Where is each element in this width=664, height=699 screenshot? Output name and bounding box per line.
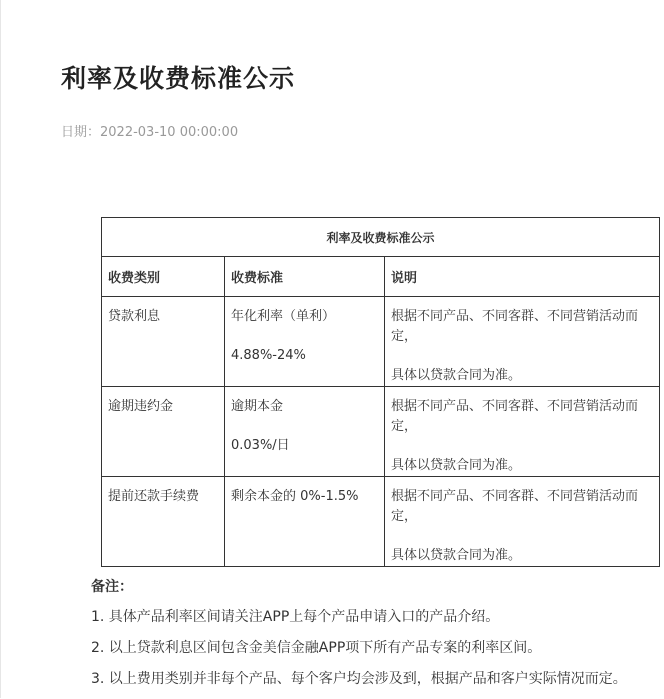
row-category xyxy=(102,297,225,387)
row-category xyxy=(102,387,225,477)
row-standard-line2: 4.88%-24% xyxy=(231,348,306,363)
note-item: 3. 以上费用类别并非每个产品、每个客户均会涉及到，根据产品和客户实际情况而定。 xyxy=(91,671,627,687)
row-standard-line1: 逾期本金 xyxy=(231,399,284,414)
row-note xyxy=(385,477,660,567)
table-row xyxy=(102,477,660,567)
table-caption: 利率及收费标准公示 xyxy=(102,218,660,257)
row-category xyxy=(102,477,225,567)
row-category-text: 贷款利息 xyxy=(108,309,161,324)
page-title: 利率及收费标准公示 xyxy=(61,64,296,93)
note-item: 2. 以上贷款利息区间包含金美信金融APP项下所有产品专案的利率区间。 xyxy=(91,640,542,656)
row-standard xyxy=(225,387,385,477)
header-note: 说明 xyxy=(385,257,660,297)
row-category-text: 逾期违约金 xyxy=(108,399,174,414)
row-standard xyxy=(225,477,385,567)
row-note-line2: 具体以贷款合同为准。 xyxy=(391,548,522,563)
row-standard xyxy=(225,297,385,387)
row-note xyxy=(385,387,660,477)
row-note-line1: 根据不同产品、不同客群、不同营销活动而定， xyxy=(391,309,639,344)
row-note-line2: 具体以贷款合同为准。 xyxy=(391,368,522,383)
date-value: 2022-03-10 00:00:00 xyxy=(100,125,239,140)
fee-table xyxy=(101,217,660,567)
row-category-text: 提前还款手续费 xyxy=(108,489,200,504)
row-standard-line1: 年化利率（单利） xyxy=(231,309,336,324)
row-note xyxy=(385,297,660,387)
table-header-row xyxy=(102,257,660,297)
table-row xyxy=(102,387,660,477)
row-standard-line1: 剩余本金的 0%-1.5% xyxy=(231,489,359,504)
notes-title: 备注： xyxy=(91,579,133,595)
publish-date xyxy=(61,124,238,142)
header-category: 收费类别 xyxy=(102,257,225,297)
notes-section xyxy=(91,576,664,699)
row-standard-line2: 0.03%/日 xyxy=(231,438,290,453)
note-item: 1. 具体产品利率区间请关注APP上每个产品申请入口的产品介绍。 xyxy=(91,609,500,625)
date-label: 日期： xyxy=(61,125,101,140)
table-row xyxy=(102,297,660,387)
row-note-line2: 具体以贷款合同为准。 xyxy=(391,458,522,473)
row-note-line1: 根据不同产品、不同客群、不同营销活动而定， xyxy=(391,489,639,524)
row-note-line1: 根据不同产品、不同客群、不同营销活动而定， xyxy=(391,399,639,434)
header-standard: 收费标准 xyxy=(225,257,385,297)
